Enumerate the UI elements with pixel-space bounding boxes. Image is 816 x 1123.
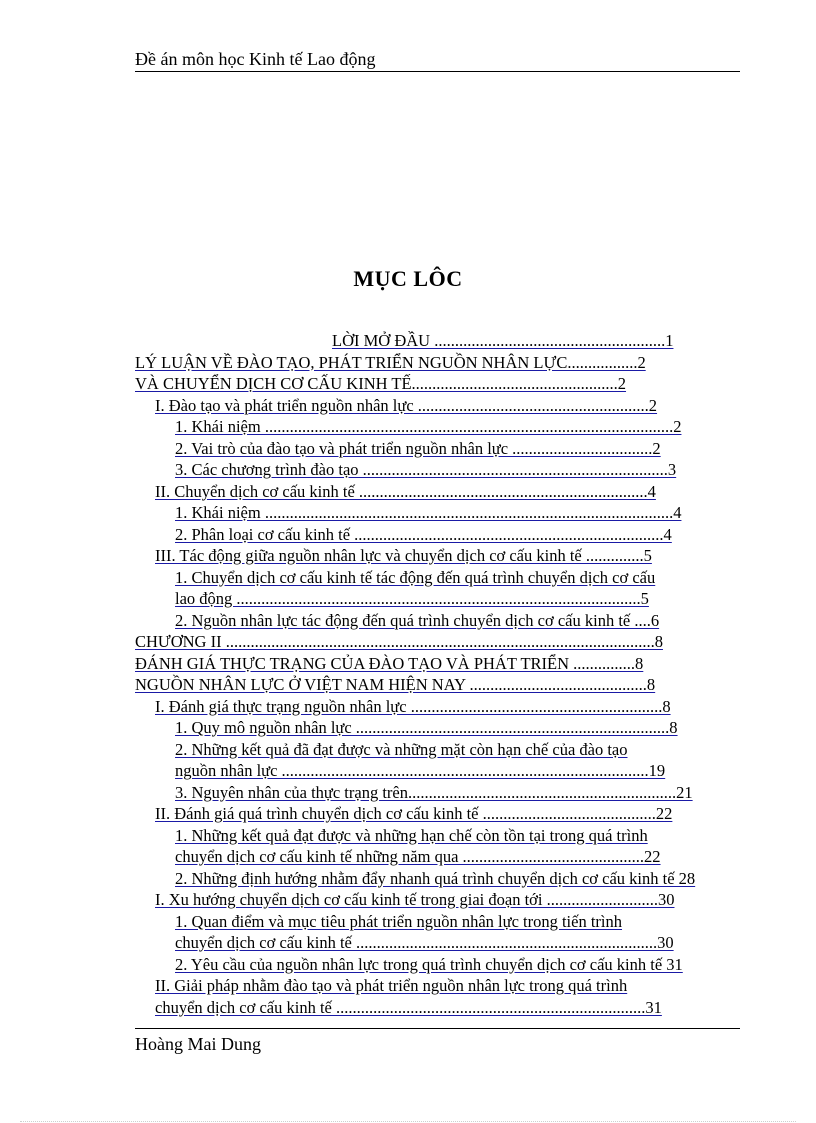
page-edge-divider (20, 1121, 796, 1122)
toc-entry[interactable]: 3. Nguyên nhân của thực trạng trên.................................................................21 (175, 782, 693, 802)
toc-entry[interactable]: 2. Nguồn nhân lực tác động đến quá trình chuyển dịch cơ cấu kinh tế ....6 (175, 610, 660, 630)
toc-title: MỤC LÔC (353, 266, 463, 291)
toc-entry[interactable]: I. Đánh giá thực trạng nguồn nhân lực .............................................................8 (155, 696, 671, 716)
toc-entry[interactable]: lao động ..................................................................................................5 (175, 589, 649, 608)
page-header: Đề án môn học Kinh tế Lao động (135, 48, 740, 72)
toc-entry[interactable]: 1. Quy mô nguồn nhân lực ............................................................................8 (175, 718, 678, 737)
toc-entry[interactable]: chuyển dịch cơ cấu kinh tế .........................................................................30 (175, 933, 674, 952)
toc-entry[interactable]: ĐÁNH GIÁ THỰC TRẠNG CỦA ĐÀO TẠO VÀ PHÁT TRIỂN ...............8 (135, 653, 644, 673)
toc-entry[interactable]: NGUỒN NHÂN LỰC Ở VIỆT NAM HIỆN NAY ...........................................8 (135, 675, 656, 694)
toc-entry[interactable]: I. Đào tạo và phát triển nguồn nhân lực ........................................................2 (155, 395, 658, 415)
toc-entry[interactable]: CHƯƠNG II ........................................................................................................8 (135, 632, 663, 651)
toc-entry[interactable]: II. Chuyển dịch cơ cấu kinh tế ......................................................................4 (155, 481, 656, 501)
toc-entry[interactable]: nguồn nhân lực .........................................................................................19 (175, 761, 666, 780)
toc-entry[interactable]: I. Xu hướng chuyển dịch cơ cấu kinh tế trong giai đoạn tới ...........................30 (155, 890, 675, 909)
toc-entry[interactable]: LÝ LUẬN VỀ ĐÀO TẠO, PHÁT TRIỂN NGUỒN NHÂN LỰC.................2 (135, 352, 646, 372)
toc-entry[interactable]: chuyển dịch cơ cấu kinh tế ...........................................................................31 (155, 997, 662, 1017)
toc-entry[interactable]: LỜI MỞ ĐẦU ........................................................1 (332, 331, 674, 350)
toc-entry[interactable]: 3. Các chương trình đào tạo ..........................................................................3 (175, 460, 677, 479)
toc-entry[interactable]: II. Đánh giá quá trình chuyển dịch cơ cấu kinh tế ..........................................22 (155, 804, 673, 823)
table-of-contents (135, 330, 740, 1018)
toc-entry[interactable]: 2. Vai trò của đào tạo và phát triển nguồn nhân lực ..................................2 (175, 438, 661, 458)
toc-entry[interactable]: 2. Phân loại cơ cấu kinh tế ...........................................................................4 (175, 524, 672, 544)
toc-entry[interactable]: 1. Quan điểm và mục tiêu phát triển nguồn nhân lực trong tiến trình (175, 911, 623, 931)
toc-entry[interactable]: III. Tác động giữa nguồn nhân lực và chuyển dịch cơ cấu kinh tế ..............5 (155, 546, 652, 565)
toc-entry[interactable]: 2. Yêu cầu của nguồn nhân lực trong quá trình chuyển dịch cơ cấu kinh tế 31 (175, 954, 683, 974)
toc-entry[interactable]: II. Giải pháp nhằm đào tạo và phát triển nguồn nhân lực trong quá trình (155, 976, 628, 995)
toc-entry[interactable]: 1. Những kết quả đạt được và những hạn chế còn tồn tại trong quá trình (175, 825, 648, 845)
toc-entry[interactable]: VÀ CHUYỂN DỊCH CƠ CẤU KINH TẾ..................................................2 (135, 374, 627, 393)
page-footer-author: Hoàng Mai Dung (135, 1034, 261, 1054)
toc-entry[interactable]: 1. Chuyển dịch cơ cấu kinh tế tác động đến quá trình chuyển dịch cơ cấu (175, 567, 656, 587)
toc-entry[interactable]: 2. Những kết quả đã đạt được và những mặt còn hạn chế của đào tạo (175, 739, 628, 759)
toc-entry[interactable]: 2. Những định hướng nhằm đẩy nhanh quá trình chuyển dịch cơ cấu kinh tế 28 (175, 868, 696, 888)
toc-entry[interactable]: 1. Khái niệm ...................................................................................................4 (175, 503, 682, 522)
footer-divider (135, 1028, 740, 1029)
toc-entry[interactable]: 1. Khái niệm ...................................................................................................2 (175, 417, 682, 436)
toc-entry[interactable]: chuyển dịch cơ cấu kinh tế những năm qua ............................................22 (175, 847, 661, 866)
